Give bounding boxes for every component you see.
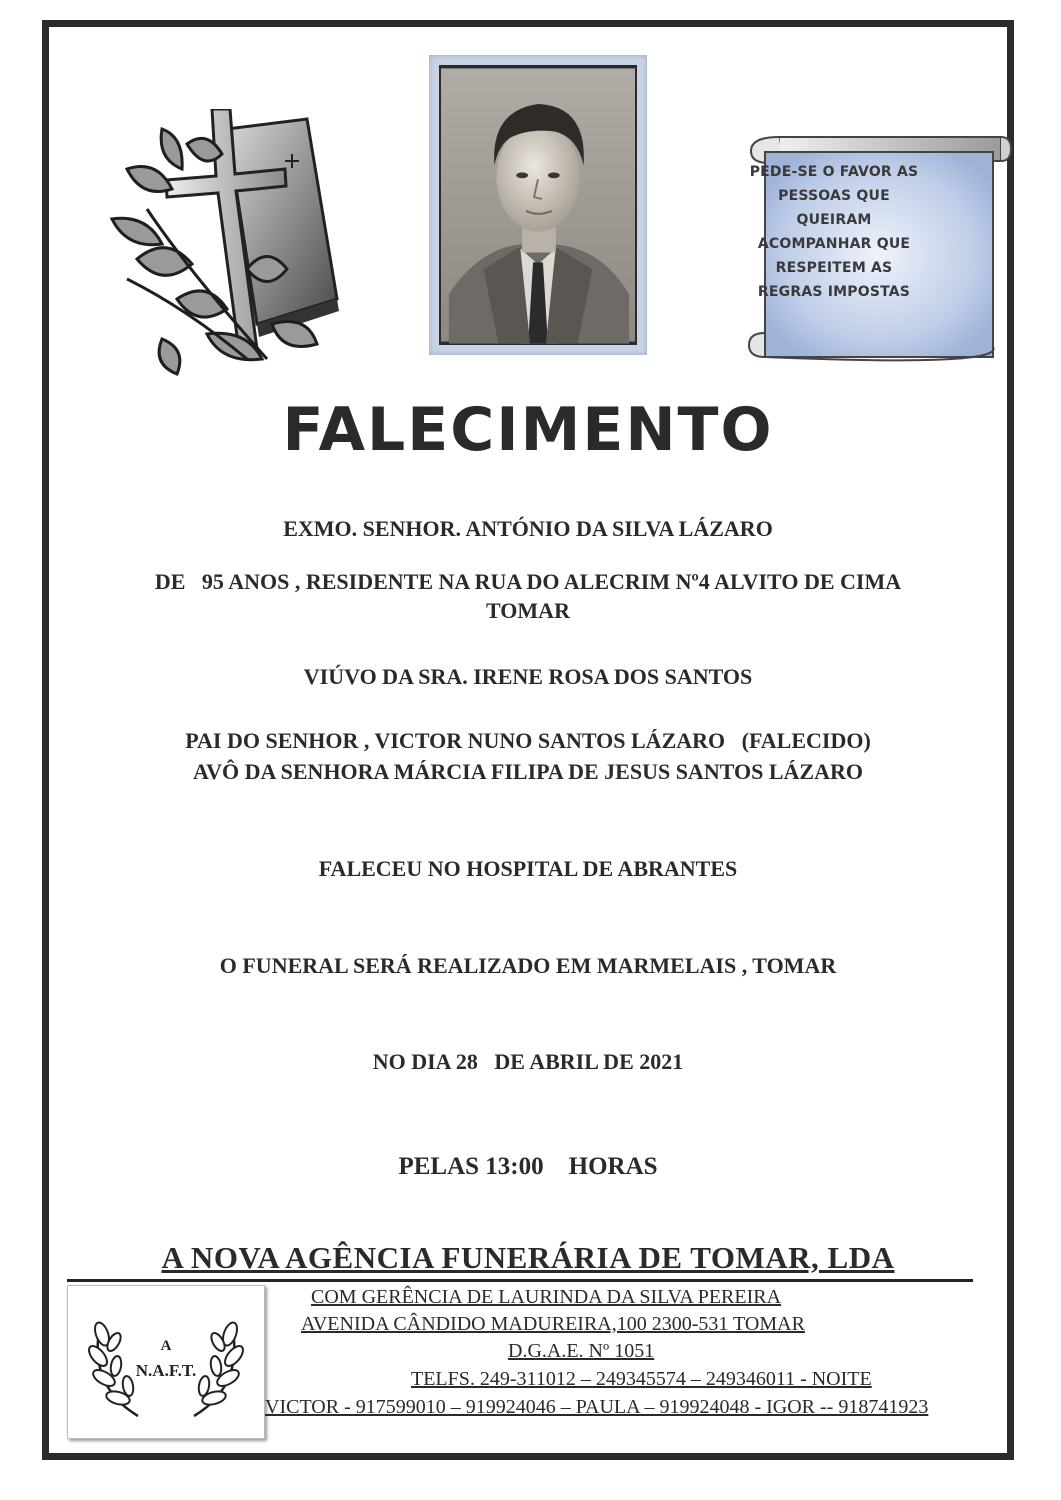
age-residence: DE 95 ANOS , RESIDENTE NA RUA DO ALECRIM Nº4 ALVITO DE CIMA xyxy=(154,569,902,594)
agency-address: AVENIDA CÂNDIDO MADUREIRA,100 2300-531 TOMAR xyxy=(301,1313,805,1335)
agency-management: COM GERÊNCIA DE LAURINDA DA SILVA PEREIRA xyxy=(311,1286,782,1308)
footer-divider xyxy=(67,1279,973,1282)
scroll-note-line: PESSOAS QUE xyxy=(778,188,890,204)
scroll-note-line: ACOMPANHAR QUE xyxy=(757,236,911,252)
agency-license: D.G.A.E. Nº 1051 xyxy=(508,1340,655,1362)
laurel-wreath-icon xyxy=(68,1286,264,1438)
funeral-location: O FUNERAL SERÁ REALIZADO EM MARMELAIS , TOMAR xyxy=(219,953,837,978)
scroll-note xyxy=(719,160,949,304)
headline: FALECIMENTO xyxy=(282,395,774,465)
portrait-photo xyxy=(429,55,647,355)
cross-bible-lilies-icon xyxy=(107,109,347,379)
widower-of: VIÚVO DA SRA. IRENE ROSA DOS SANTOS xyxy=(303,664,753,689)
town: TOMAR xyxy=(486,598,570,623)
scroll-note-line: QUEIRAM xyxy=(796,212,872,228)
agency-name: A NOVA AGÊNCIA FUNERÁRIA DE TOMAR, LDA xyxy=(161,1240,895,1275)
agency-night-contacts: VICTOR - 917599010 – 919924046 – PAULA – 919924048 - IGOR -- 918741923 xyxy=(265,1396,929,1418)
logo-initials: N.A.F.T. xyxy=(135,1361,197,1380)
scroll-note-line: RESPEITEM AS xyxy=(775,260,893,276)
logo-letter: A xyxy=(160,1338,172,1354)
scroll-note-line: REGRAS IMPOSTAS xyxy=(757,284,911,300)
funeral-time: PELAS 13:00 HORAS xyxy=(398,1153,658,1180)
funeral-date: NO DIA 28 DE ABRIL DE 2021 xyxy=(372,1049,684,1074)
father-of: PAI DO SENHOR , VICTOR NUNO SANTOS LÁZARO (FALECIDO) xyxy=(185,728,871,753)
grandfather-of: AVÔ DA SENHORA MÁRCIA FILIPA DE JESUS SANTOS LÁZARO xyxy=(193,759,863,784)
death-place: FALECEU NO HOSPITAL DE ABRANTES xyxy=(318,856,738,881)
deceased-name: EXMO. SENHOR. ANTÓNIO DA SILVA LÁZARO xyxy=(283,516,773,541)
obituary-sheet xyxy=(42,20,1014,1460)
agency-phones: TELFS. 249-311012 – 249345574 – 249346011 - NOITE xyxy=(411,1368,872,1390)
agency-logo xyxy=(67,1285,265,1439)
scroll-note-line: PEDE-SE O FAVOR AS xyxy=(749,164,919,180)
